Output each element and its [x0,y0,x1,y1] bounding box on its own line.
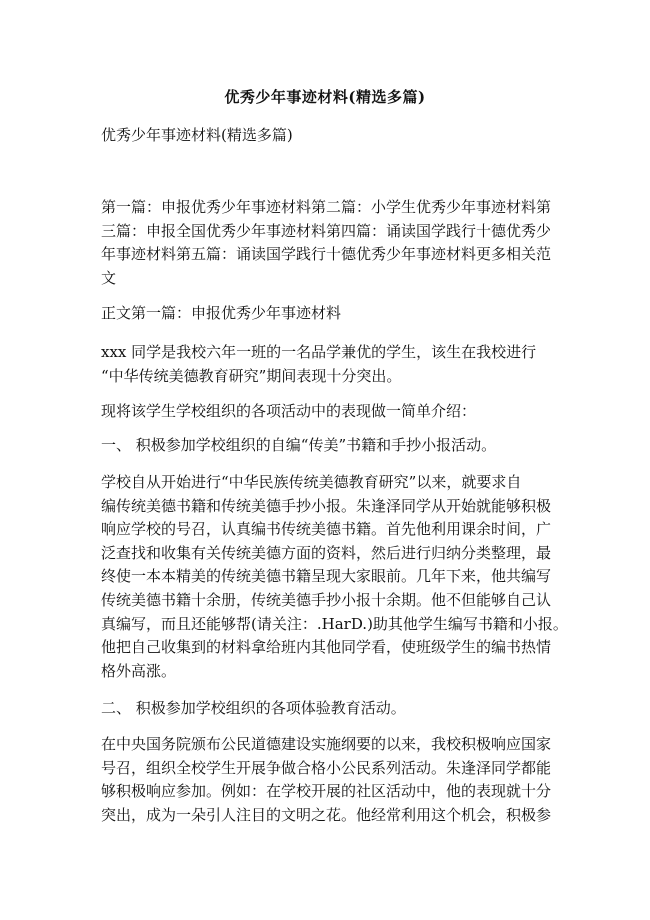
toc-line: 年事迹材料第五篇：诵读国学践行十德优秀少年事迹材料更多相关范 [101,245,552,264]
section1-line: 编传统美德书籍和传统美德手抄小报。朱逢泽同学从开始就能够积极 [101,496,552,515]
section1-line: 学校自从开始进行“中华民族传统美德教育研究”以来，就要求自 [101,473,522,491]
summary-line: 现将该学生学校组织的各项活动中的表现做一简单介绍： [101,402,477,420]
toc-line: 第一篇：申报优秀少年事迹材料第二篇：小学生优秀少年事迹材料第 [101,198,552,216]
section1-line: 传统美德书籍十余册，传统美德手抄小报十余期。他不但能够自己认 [101,590,552,609]
body-heading [101,302,553,326]
section2-heading [101,697,553,721]
section2-line: 在中央国务院颁布公民道德建设实施纲要的以来，我校积极响应国家 [101,735,552,753]
section2-line: 突出，成为一朵引人注目的文明之花。他经常利用这个机会，积极参 [101,805,552,824]
section1-line: 泛查找和收集有关传统美德方面的资料，然后进行归纳分类整理，最 [101,543,552,562]
section1-line: 他把自己收集到的材料拿给班内其他同学看，使班级学生的编书热情 [101,638,552,657]
toc-line: 三篇：申报全国优秀少年事迹材料第四篇：诵读国学践行十德优秀少 [101,221,552,240]
section1-paragraph [101,471,568,683]
table-of-contents [101,196,553,290]
section1-line: 真编写，而且还能够帮(请关注：.HarD.)助其他学生编写书籍和小报。 [101,614,568,633]
section1-heading [101,434,553,458]
section2-paragraph [101,733,553,827]
section2-line: 够积极响应参加。例如：在学校开展的社区活动中，他的表现就十分 [101,782,552,801]
section2-heading-line: 二、 积极参加学校组织的各项体验教育活动。 [101,699,406,717]
document-subtitle [101,124,553,148]
section1-line: 终使一本本精美的传统美德书籍呈现大家眼前。几年下来，他共编写 [101,567,552,586]
document-title: 优秀少年事迹材料(精选多篇) [224,88,426,106]
section1-heading-line: 一、 积极参加学校组织的自编“传美”书籍和手抄小报活动。 [101,436,497,454]
summary-paragraph [101,400,553,424]
body-heading-line: 正文第一篇：申报优秀少年事迹材料 [101,304,342,322]
intro-line: xxx 同学是我校六年一班的一名品学兼优的学生，该生在我校进行 [101,343,537,361]
section2-line: 号召，组织全校学生开展争做合格小公民系列活动。朱逢泽同学都能 [101,758,552,777]
intro-paragraph [101,341,553,388]
subtitle-line: 优秀少年事迹材料(精选多篇) [101,126,293,144]
section1-line: 响应学校的号召，认真编书传统美德书籍。首先他利用课余时间，广 [101,520,552,539]
intro-line: “中华传统美德教育研究”期间表现十分突出。 [101,366,402,385]
section1-line: 格外高涨。 [101,661,177,680]
toc-line: 文 [101,268,117,287]
